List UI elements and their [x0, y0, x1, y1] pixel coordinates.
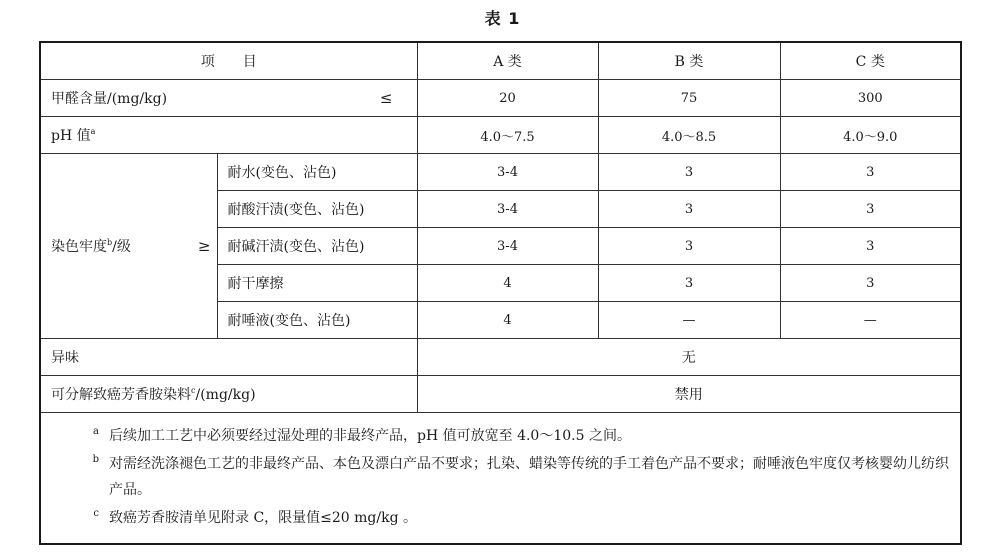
formaldehyde-symbol: ≤	[379, 89, 393, 107]
dye-item-b: 3	[598, 228, 780, 265]
dye-item-name: 耐水(变色、沾色)	[217, 154, 417, 191]
footnote-text: 后续加工工艺中必须要经过湿处理的非最终产品，pH 值可放宽至 4.0～10.5 之间。	[109, 428, 631, 444]
dye-item-name: 耐干摩擦	[217, 265, 417, 302]
azo-label-cell	[40, 376, 417, 413]
dye-row-water	[40, 154, 961, 191]
ph-footnote-mark: a	[90, 127, 96, 136]
ph-b: 4.0～8.5	[598, 117, 780, 154]
formaldehyde-label-cell	[40, 80, 417, 117]
footnote-text: 对需经洗涤褪色工艺的非最终产品、本色及漂白产品不要求；扎染、蜡染等传统的手工着色产品不要求；耐唾液色牢度仅考核婴幼儿纺织产品。	[109, 456, 949, 498]
dye-item-name: 耐酸汗渍(变色、沾色)	[217, 191, 417, 228]
odor-value: 无	[417, 339, 961, 376]
footnote-mark: a	[93, 426, 99, 437]
dye-item-a: 4	[417, 265, 598, 302]
azo-unit: /(mg/kg)	[195, 387, 256, 403]
header-class-a: A 类	[417, 42, 598, 80]
footnote	[41, 423, 960, 449]
ph-label-cell	[40, 117, 417, 154]
formaldehyde-c: 300	[780, 80, 961, 117]
dye-item-c: 3	[780, 154, 961, 191]
dye-footnote-mark: b	[107, 238, 113, 247]
requirements-table	[39, 41, 962, 545]
dye-label: 染色牢度	[51, 239, 107, 255]
footnote	[41, 505, 960, 531]
azo-value: 禁用	[417, 376, 961, 413]
azo-footnote-mark: c	[191, 386, 196, 395]
formaldehyde-label: 甲醛含量/(mg/kg)	[51, 91, 168, 107]
dye-symbol: ≥	[197, 237, 211, 255]
dye-item-a: 3-4	[417, 154, 598, 191]
formaldehyde-row	[40, 80, 961, 117]
header-item: 项 目	[40, 42, 417, 80]
dye-item-b: 3	[598, 265, 780, 302]
dye-item-a: 3-4	[417, 228, 598, 265]
table-header-row	[40, 42, 961, 80]
ph-c: 4.0～9.0	[780, 117, 961, 154]
dye-item-b: —	[598, 302, 780, 339]
header-class-b: B 类	[598, 42, 780, 80]
ph-a: 4.0～7.5	[417, 117, 598, 154]
dye-item-name: 耐唾液(变色、沾色)	[217, 302, 417, 339]
dye-item-c: 3	[780, 191, 961, 228]
notes-row	[40, 413, 961, 545]
dye-item-a: 4	[417, 302, 598, 339]
dye-item-name: 耐碱汗渍(变色、沾色)	[217, 228, 417, 265]
formaldehyde-a: 20	[417, 80, 598, 117]
odor-row	[40, 339, 961, 376]
table-title: 表 1	[484, 9, 521, 28]
table-notes	[40, 413, 961, 545]
odor-label: 异味	[40, 339, 417, 376]
azo-label: 可分解致癌芳香胺染料	[51, 387, 191, 403]
header-class-c: C 类	[780, 42, 961, 80]
dye-item-b: 3	[598, 154, 780, 191]
azo-row	[40, 376, 961, 413]
dye-item-c: 3	[780, 265, 961, 302]
dye-item-c: —	[780, 302, 961, 339]
dye-item-a: 3-4	[417, 191, 598, 228]
footnote	[41, 451, 960, 503]
dye-item-c: 3	[780, 228, 961, 265]
dye-unit: /级	[112, 239, 131, 255]
dye-item-b: 3	[598, 191, 780, 228]
footnote-text: 致癌芳香胺清单见附录 C，限量值≤20 mg/kg 。	[109, 510, 418, 526]
dye-label-cell	[40, 154, 217, 339]
footnote-mark: b	[92, 454, 99, 465]
ph-label: pH 值	[51, 128, 91, 144]
footnote-mark: c	[93, 508, 99, 519]
ph-row	[40, 117, 961, 154]
formaldehyde-b: 75	[598, 80, 780, 117]
